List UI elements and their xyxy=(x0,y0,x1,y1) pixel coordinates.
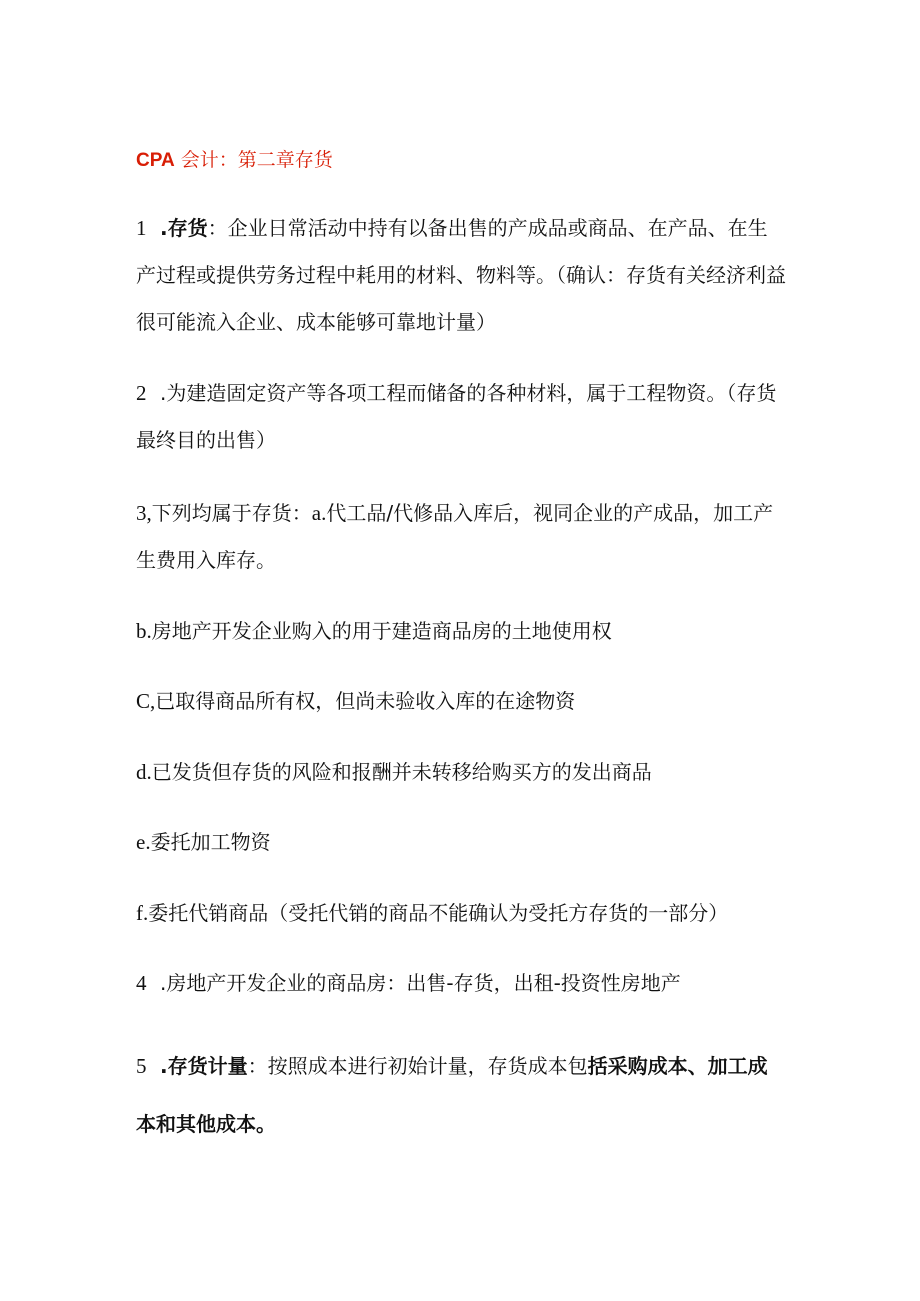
document-title xyxy=(136,146,333,175)
item-2-paragraph xyxy=(136,370,786,464)
item-f-text: 委托代销商品（受托代销的商品不能确认为受托方存货的一部分） xyxy=(148,901,729,925)
item-5-number: 5 xyxy=(136,1054,147,1078)
item-b-paragraph xyxy=(136,608,786,655)
item-c-label: C, xyxy=(136,689,156,713)
item-b-text: 房地产开发企业购入的用于建造商品房的土地使用权 xyxy=(151,619,612,643)
item-5-paragraph xyxy=(136,1037,786,1153)
item-3a-text: 代工品/代修品入库后，视同企业的产成品，加工产生费用入库存。 xyxy=(136,501,774,572)
item-e-text: 委托加工物资 xyxy=(150,830,271,854)
title-prefix: CPA xyxy=(136,150,175,171)
item-3a-label: a. xyxy=(311,501,327,525)
item-e-label: e. xyxy=(136,830,151,854)
item-2-text: .为建造固定资产等各项工程而储备的各种材料，属于工程物资。（存货最终目的出售） xyxy=(136,381,777,452)
item-5-bold-tail: 括采购成本、加工成本和其他成本。 xyxy=(136,1054,768,1136)
item-5-term: 存货计量 xyxy=(167,1054,248,1078)
item-b-label: b. xyxy=(136,619,152,643)
item-5-text: ：按照成本进行初始计量，存货成本包 xyxy=(247,1054,588,1078)
item-4-text: .房地产开发企业的商品房：出售-存货，出租-投资性房地产 xyxy=(160,971,681,995)
title-text: 会计：第二章存货 xyxy=(174,149,333,171)
item-4-number: 4 xyxy=(136,971,147,995)
item-2-number: 2 xyxy=(136,381,147,405)
item-5-dot: . xyxy=(160,1054,168,1078)
item-e-paragraph xyxy=(136,819,786,866)
item-4-paragraph xyxy=(136,960,786,1007)
item-f-paragraph xyxy=(136,890,786,937)
item-1-dot: . xyxy=(160,216,168,240)
item-3-number: 3, xyxy=(136,501,152,525)
item-3-paragraph xyxy=(136,490,786,584)
item-d-text: 已发货但存货的风险和报酬并未转移给购买方的发出商品 xyxy=(151,760,652,784)
item-1-paragraph xyxy=(136,205,786,346)
item-c-paragraph xyxy=(136,678,786,725)
item-f-label: f. xyxy=(136,901,149,925)
item-1-number: 1 xyxy=(136,216,147,240)
item-1-term: 存货 xyxy=(167,216,208,240)
item-c-text: 已取得商品所有权，但尚未验收入库的在途物资 xyxy=(155,689,576,713)
item-d-paragraph xyxy=(136,749,786,796)
item-1-text: ：企业日常活动中持有以备出售的产成品或商品、在产品、在生产过程或提供劳务过程中耗用的材料、物料等。（确认：存货有关经济利益很可能流入企业、成本能够可靠地计量） xyxy=(136,216,786,334)
item-3-text: 下列均属于存货： xyxy=(151,501,312,525)
item-d-label: d. xyxy=(136,760,152,784)
